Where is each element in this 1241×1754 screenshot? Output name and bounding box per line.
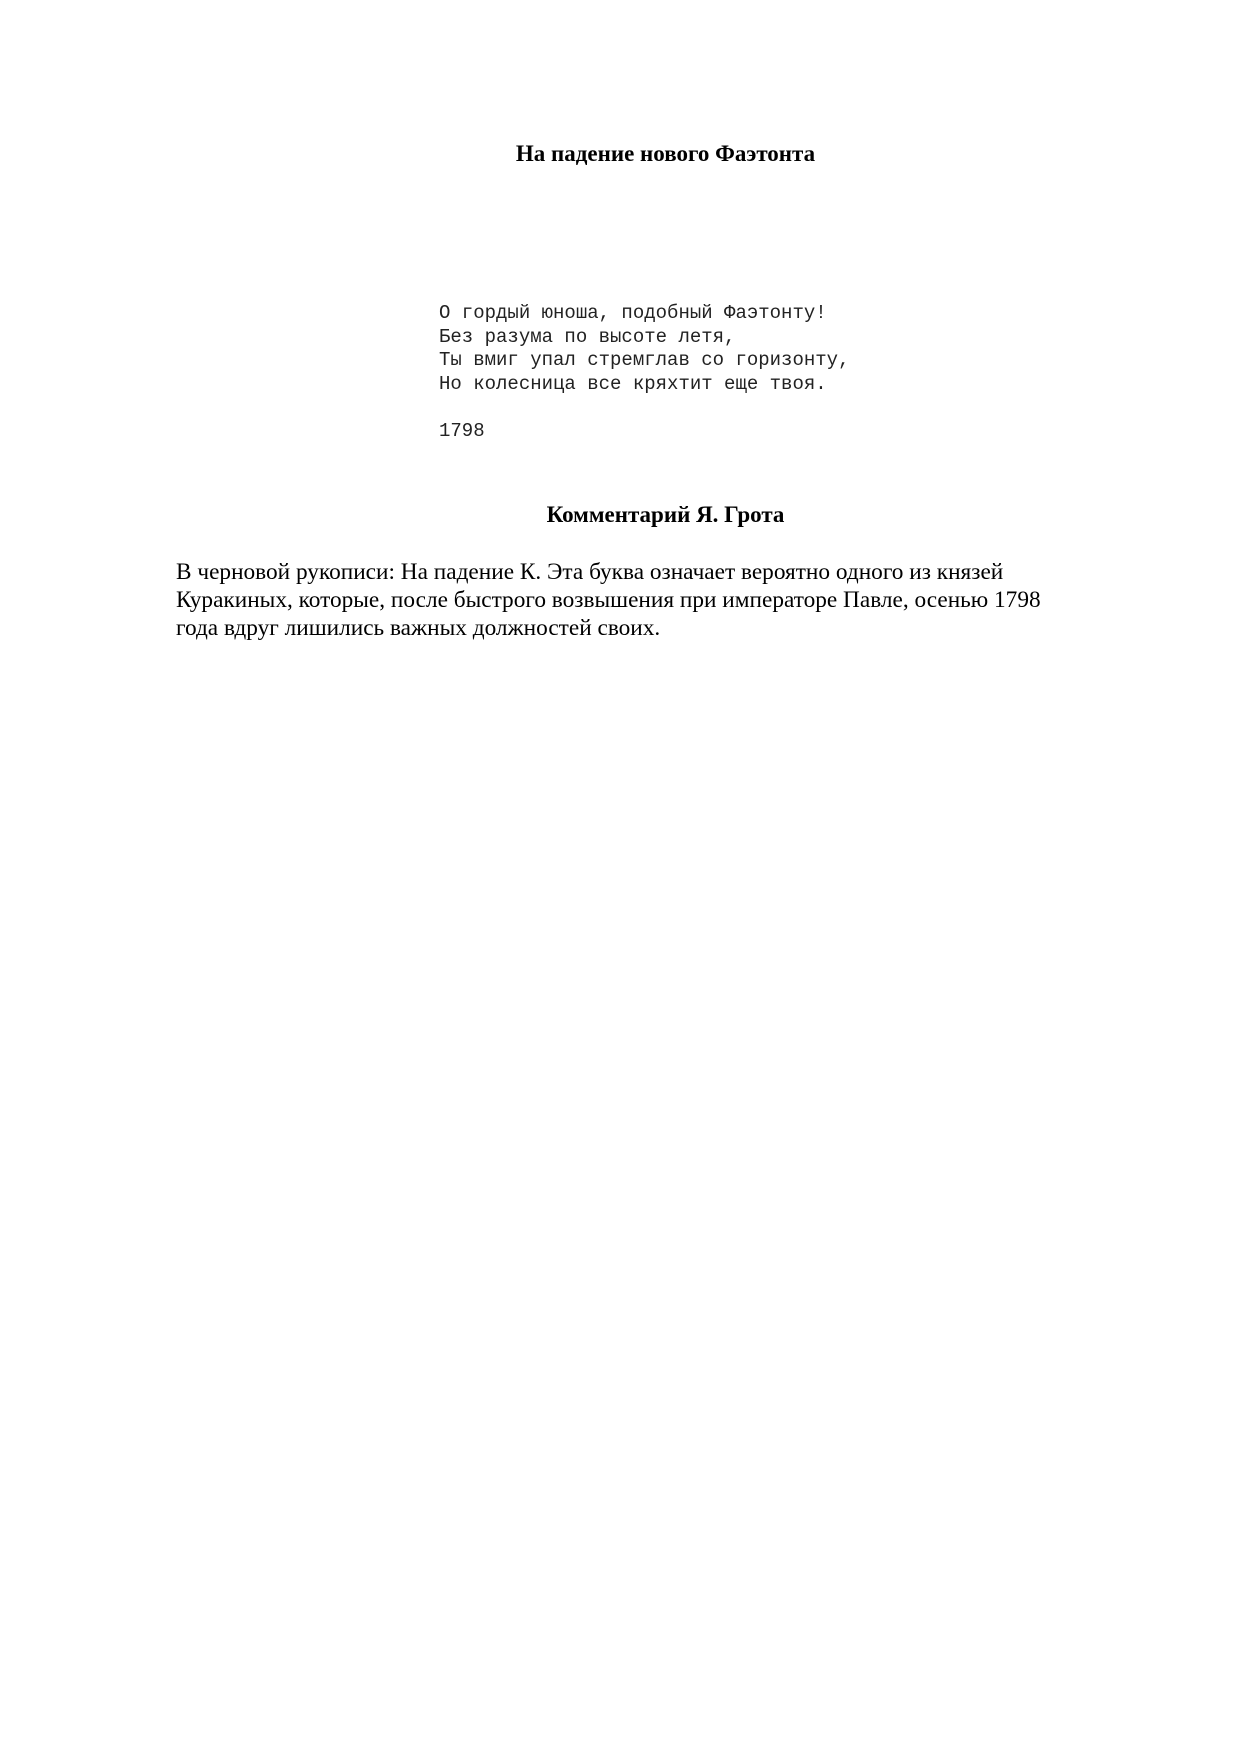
poem-line: Ты вмиг упал стремглав со горизонту, [439,349,850,371]
poem-line: Но колесница все кряхтит еще твоя. [439,372,827,395]
poem-block [439,302,849,444]
poem-line: Без разума по высоте летя, [439,325,736,348]
poem-line: О гордый юноша, подобный Фаэтонту! [439,302,827,324]
commentary-heading: Комментарий Я. Грота [546,502,785,527]
commentary-text [176,558,1126,642]
commentary-line: года вдруг лишились важных должностей своих. [176,615,661,641]
commentary-line: Куракиных, которые, после быстрого возвышения при императоре Павле, осенью 1798 [176,587,1041,613]
poem-date: 1798 [439,420,485,442]
poem-title: На падение нового Фаэтонта [515,141,816,166]
commentary-line: В черновой рукописи: На падение К. Эта буква означает вероятно одного из князей [176,559,1004,585]
